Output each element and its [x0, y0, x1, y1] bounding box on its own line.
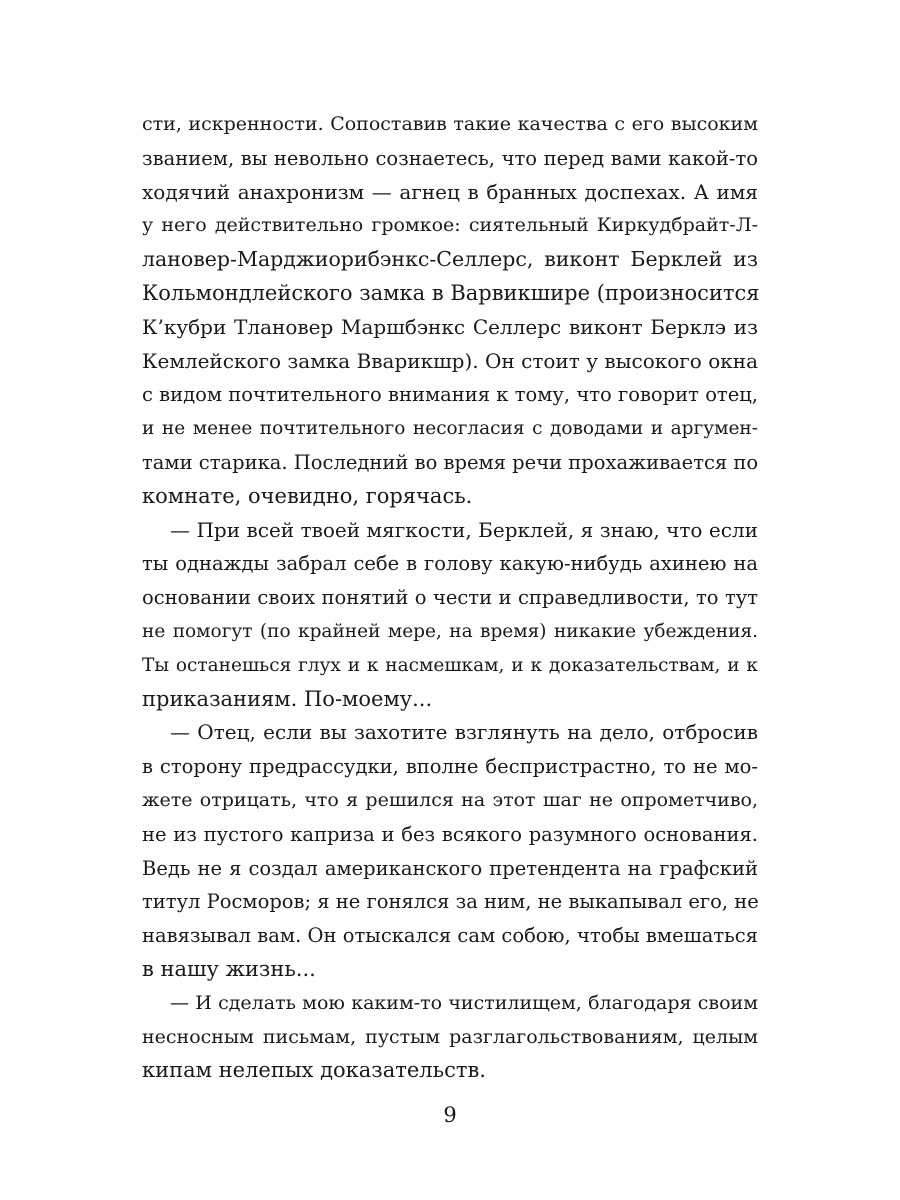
text-line: в нашу жизнь...	[142, 956, 316, 981]
paragraph	[142, 514, 758, 717]
text-line: навязывал вам. Он отыскался сам собою, чтобы вмешаться	[142, 924, 758, 948]
text-line: К’кубри Тлановер Маршбэнкс Селлерс виконт Берклэ из	[142, 314, 758, 339]
text-line: сти, искренности. Сопоставив такие качества с его высоким	[142, 113, 758, 135]
text-line: — Отец, если вы захотите взглянуть на дело, отбросив	[170, 720, 758, 745]
text-line: основании своих понятий о чести и справедливости, то тут	[142, 586, 758, 610]
text-line: и не менее почтительного несогласия с доводами и аргумен-	[142, 418, 758, 440]
text-line: приказаниям. По-моему...	[142, 686, 433, 711]
text-line: не из пустого каприза и без всякого разумного основания.	[142, 822, 758, 846]
text-line: ходячий анахронизм — агнец в бранных доспехах. А имя	[142, 179, 758, 204]
text-line: с видом почтительного внимания к тому, что говорит отец,	[142, 383, 758, 407]
text-line: званием, вы невольно сознаетесь, что перед вами какой-то	[142, 146, 758, 170]
text-line: тами старика. Последний во время речи прохаживается по	[142, 450, 759, 474]
text-line: лановер-Марджиорибэнкс-Селлерс, виконт Берклей из	[142, 247, 758, 272]
text-line: комнате, очевидно, горячась.	[142, 483, 473, 508]
page-number: 9	[443, 1103, 457, 1127]
text-line: Ты останешься глух и к насмешкам, и к доказательствам, и к	[142, 654, 758, 676]
text-line: Кольмондлейского замка в Варвикшире (произносится	[142, 280, 760, 305]
text-line: титул Росморов; я не гонялся за ним, не выкапывал его, не	[142, 890, 759, 914]
text-line: в сторону предрассудки, вполне беспристрастно, то не мо-	[142, 755, 758, 779]
paragraph	[142, 987, 758, 1088]
text-line: жете отрицать, что я решился на этот шаг не опрометчиво,	[142, 788, 758, 811]
paragraph	[142, 716, 758, 986]
text-line: кипам нелепых доказательств.	[142, 1058, 486, 1083]
text-line: Ведь не я создал американского претендента на графский	[142, 856, 758, 880]
text-line: Кемлейского замка Вварикшр). Он стоит у высокого окна	[142, 348, 758, 373]
paragraph	[142, 108, 758, 514]
body-text	[142, 108, 758, 1088]
text-line: ты однажды забрал себе в голову какую-нибудь ахинею на	[142, 552, 758, 576]
text-line: не помогут (по крайней мере, на время) никакие убеждения.	[142, 620, 758, 642]
text-line: — При всей твоей мягкости, Берклей, я знаю, что если	[170, 517, 758, 542]
text-line: — И сделать мою каким-то чистилищем, благодаря своим	[170, 991, 758, 1014]
text-line: у него действительно громкое: сиятельный Киркудбрайт-Л-	[142, 214, 758, 237]
text-line: несносным письмам, пустым разглагольствованиям, целым	[142, 1025, 758, 1048]
